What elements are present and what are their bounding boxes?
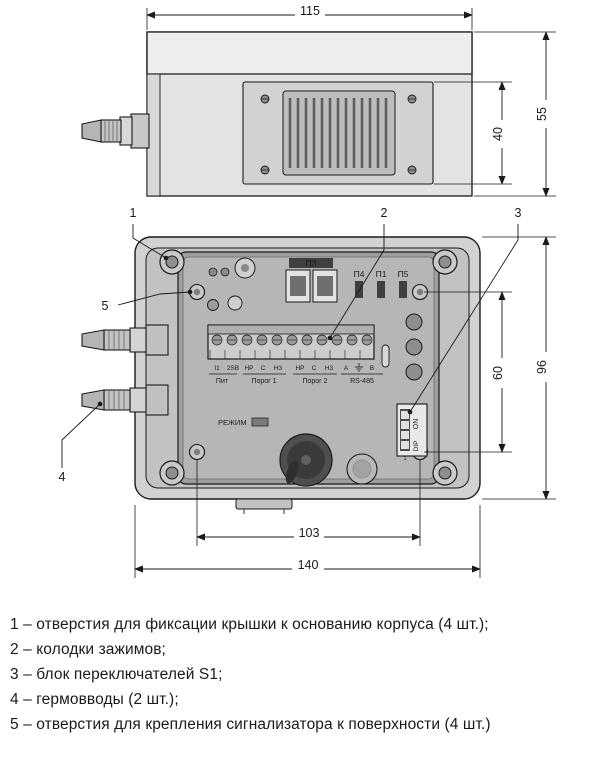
svg-text:2SB: 2SB <box>226 365 240 372</box>
dim-115 <box>147 4 472 30</box>
dim-140-label: 140 <box>297 558 319 572</box>
dip-switch-block <box>397 404 427 462</box>
svg-text:C: C <box>260 365 266 372</box>
callout-2-label: 2 <box>380 206 388 220</box>
fuse-label-p4: П4 <box>353 269 365 279</box>
mode-label: РЕЖИМ <box>218 418 247 427</box>
svg-text:H3: H3 <box>324 365 334 372</box>
callout-1-label: 1 <box>129 206 137 220</box>
svg-text:A: A <box>343 365 349 372</box>
svg-text:Порог 2: Порог 2 <box>302 378 328 385</box>
dim-40-label: 40 <box>491 127 505 141</box>
callout-5-label: 5 <box>101 299 109 313</box>
fuse-label-p1: П1 <box>375 269 387 279</box>
svg-text:Порог 1: Порог 1 <box>251 378 277 385</box>
legend-line-1: 1 – отверстия для фиксации крышки к основанию корпуса (4 шт.); <box>10 616 489 633</box>
svg-text:B: B <box>369 365 375 372</box>
callout-4 <box>53 404 100 484</box>
fuse-label-p5: П5 <box>397 269 409 279</box>
dim-55-label: 55 <box>535 107 549 121</box>
callout-4-label: 4 <box>58 470 66 484</box>
svg-text:C: C <box>311 365 317 372</box>
mode-indicator <box>218 418 268 427</box>
dim-60-label: 60 <box>491 366 505 380</box>
dim-96-label: 96 <box>535 360 549 374</box>
terminal-blocks <box>208 325 374 359</box>
cable-gland-upper <box>82 325 168 355</box>
svg-text:Пит: Пит <box>215 378 229 385</box>
dim-115-label: 115 <box>300 4 320 18</box>
svg-text:1: 1 <box>403 456 407 462</box>
top-view <box>82 4 556 196</box>
svg-text:HP: HP <box>244 365 254 372</box>
dim-55 <box>474 32 556 196</box>
fuse-label-p3: П3 <box>305 258 317 268</box>
dim-140 <box>135 505 480 578</box>
cable-gland-top <box>82 114 149 148</box>
svg-text:H3: H3 <box>273 365 283 372</box>
legend-line-2: 2 – колодки зажимов; <box>10 641 166 659</box>
callout-3-label: 3 <box>514 206 522 220</box>
small-fuses <box>354 269 409 298</box>
legend-line-4: 4 – гермовводы (2 шт.); <box>10 691 179 709</box>
dip-on-label: ON <box>413 418 420 430</box>
dim-103-label: 103 <box>298 526 320 540</box>
legend-line-3: 3 – блок переключателей S1; <box>10 666 223 684</box>
legend <box>10 612 610 738</box>
bottom-view <box>82 237 556 578</box>
svg-text:HP: HP <box>295 365 305 372</box>
cable-gland-lower <box>82 385 168 415</box>
svg-text:I1: I1 <box>214 365 220 372</box>
legend-line-5: 5 – отверстия для крепления сигнализатора к поверхности (4 шт.) <box>10 716 491 734</box>
dip-off-label: DIP <box>413 440 420 452</box>
svg-text:RS-485: RS-485 <box>350 378 374 385</box>
